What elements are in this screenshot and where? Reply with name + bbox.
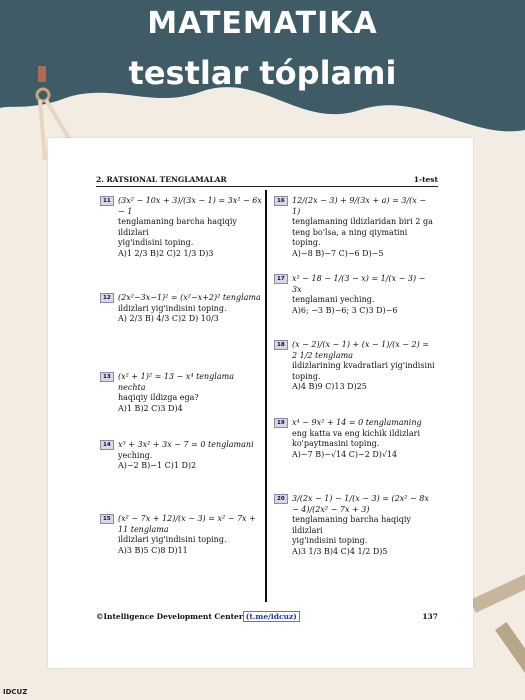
problem-line: tenglamani yeching. — [292, 295, 375, 304]
column-divider — [265, 190, 267, 602]
problem-line: toping. — [292, 371, 321, 381]
problem-number: 14 — [100, 440, 114, 450]
problem-number: 20 — [274, 494, 288, 504]
problem-line: yig'indisini toping. — [118, 238, 194, 247]
problem-line: (x² − 7x + 12)/(x − 3) = x² − 7x + 11 tenglama — [118, 514, 256, 534]
footer-text: ©Intelligence Development Center — [96, 612, 243, 621]
problem-20 — [274, 494, 436, 557]
answer-options: A)−7 B)−√14 C)−2 D)√14 — [292, 449, 398, 459]
answer-options: A)1 2/3 B)2 C)2 1/3 D)3 — [118, 248, 214, 258]
problem-line: ildizlarining kvadratlari yig'indisini — [292, 361, 435, 370]
problem-line: (x² + 1)² = 13 − x⁴ tenglama nechta — [118, 372, 234, 392]
problem-number: 15 — [100, 514, 114, 524]
problem-13 — [100, 372, 262, 414]
problem-16 — [274, 196, 436, 259]
page-title: MATEMATIKA — [147, 6, 378, 41]
problem-line: tenglamaning barcha haqiqiy ildizlari — [118, 217, 237, 237]
problem-line: x² − 18 − 1/(3 − x) = 1/(x − 3) − 3x — [292, 274, 426, 294]
problem-11 — [100, 196, 262, 259]
problem-line: (x − 2)/(x − 1) + (x − 1)/(x − 2) = 2 1/2 tenglama — [292, 340, 429, 360]
document-page — [48, 138, 473, 668]
problem-line: tenglamaning ildizlaridan biri 2 ga — [292, 217, 433, 226]
problem-line: teng bo'lsa, a ning qiymatini toping. — [292, 227, 408, 247]
problem-line: haqiqiy ildizga ega? — [118, 393, 199, 402]
problem-line: ko'paytmasini toping. — [292, 439, 380, 448]
problem-line: eng katta va eng kichik ildizlari — [292, 428, 421, 438]
problem-line: (2x²−3x−1)² = (x²−x+2)² tenglama — [118, 293, 261, 302]
problem-line: x⁴ − 9x² + 14 = 0 tenglamaning — [292, 418, 422, 427]
problem-line: 3/(2x − 1) − 1/(x − 3) = (2x² − 8x − 4)/(2x² − 7x + 3) — [292, 494, 429, 514]
problem-number: 17 — [274, 274, 288, 284]
problem-number: 12 — [100, 293, 114, 303]
problem-14 — [100, 440, 262, 472]
answer-options: A)6; −3 B)−6; 3 C)3 D)−6 — [292, 305, 398, 315]
answer-options: A) 2/3 B) 4/3 C)2 D) 10/3 — [118, 314, 219, 323]
problem-17 — [274, 274, 436, 316]
problem-line: (3x² − 10x + 3)/(3x − 1) = 3x² − 6x − 1 — [118, 196, 262, 216]
problem-number: 19 — [274, 418, 288, 428]
answer-options: A)3 1/3 B)4 C)4 1/2 D)5 — [292, 546, 388, 556]
answer-options: A)4 B)9 C)13 D)25 — [292, 382, 367, 391]
problem-line: ildizlari yig'indisini toping. — [118, 303, 227, 313]
problem-number: 11 — [100, 196, 114, 206]
problem-number: 18 — [274, 340, 288, 350]
page-number: 137 — [422, 612, 438, 621]
problem-19 — [274, 418, 436, 460]
problem-line: 12/(2x − 3) + 9/(3x + a) = 3/(x − 1) — [292, 196, 427, 216]
footer-credit — [96, 612, 300, 621]
answer-options: A)1 B)2 C)3 D)4 — [118, 403, 183, 413]
problem-line: tenglamaning barcha haqiqiy ildizlari — [292, 515, 411, 535]
problem-12 — [100, 293, 262, 325]
footer-link[interactable]: (t.me/idcuz) — [243, 611, 300, 622]
problem-number: 13 — [100, 372, 114, 382]
problem-number: 16 — [274, 196, 288, 206]
problem-line: x³ + 3x² + 3x − 7 = 0 tenglamani — [118, 440, 254, 449]
problem-15 — [100, 514, 262, 556]
section-heading: 2. RATSIONAL TENGLAMALAR — [96, 175, 227, 184]
problem-18 — [274, 340, 436, 393]
problem-line: yig'indisini toping. — [292, 536, 368, 545]
answer-options: A)−2 B)−1 C)1 D)2 — [118, 461, 197, 470]
problem-line: yeching. — [118, 450, 153, 460]
page-subtitle: testlar tóplami — [128, 54, 397, 92]
header-rule — [96, 186, 438, 187]
corner-watermark: IDCUZ — [3, 688, 28, 696]
problem-line: ildizlari yig'indisini toping. — [118, 535, 227, 544]
answer-options: A)−8 B)−7 C)−6 D)−5 — [292, 248, 384, 258]
test-label: 1-test — [413, 175, 438, 184]
answer-options: A)3 B)5 C)8 D)11 — [118, 545, 188, 555]
